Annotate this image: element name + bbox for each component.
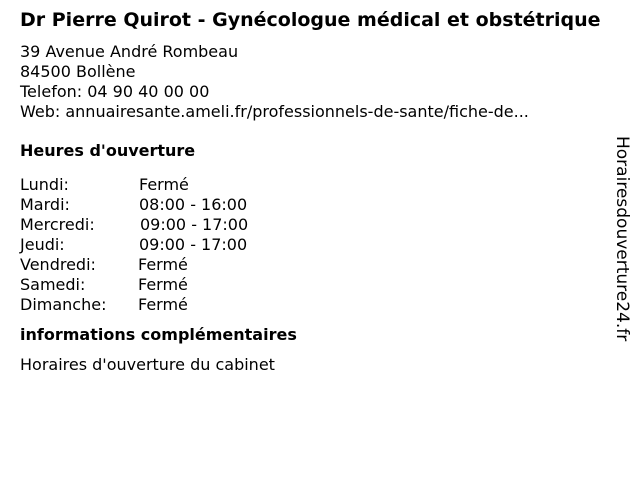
city-postcode: 84500 Bollène [20, 62, 136, 81]
opening-hours-table [20, 175, 625, 315]
hours-value: Fermé [138, 295, 188, 314]
day-label: Lundi: [20, 175, 69, 194]
hours-value: Fermé [138, 255, 188, 274]
day-label: Mercredi: [20, 215, 95, 234]
hours-value: 09:00 - 17:00 [140, 215, 249, 234]
listing-card [20, 9, 625, 375]
hours-row-lundi [20, 175, 625, 195]
page-title: Dr Pierre Quirot - Gynécologue médical et obstétrique [20, 9, 601, 31]
hours-row-samedi [20, 275, 625, 295]
hours-value: Fermé [139, 175, 189, 194]
hours-row-jeudi [20, 235, 625, 255]
contact-block [20, 42, 625, 122]
hours-heading: Heures d'ouverture [20, 141, 196, 160]
hours-row-mardi [20, 195, 625, 215]
hours-row-vendredi [20, 255, 625, 275]
day-label: Vendredi: [20, 255, 96, 274]
phone-number[interactable]: Telefon: 04 90 40 00 00 [20, 82, 210, 101]
day-label: Mardi: [20, 195, 70, 214]
website-link[interactable]: Web: annuairesante.ameli.fr/professionnels-de-sante/fiche-de... [20, 102, 529, 121]
hours-row-dimanche [20, 295, 625, 315]
extra-info-text: Horaires d'ouverture du cabinet [20, 355, 275, 374]
day-label: Samedi: [20, 275, 86, 294]
day-label: Jeudi: [20, 235, 65, 254]
street-address: 39 Avenue André Rombeau [20, 42, 239, 61]
hours-value: Fermé [138, 275, 188, 294]
hours-value: 08:00 - 16:00 [139, 195, 248, 214]
hours-row-mercredi [20, 215, 625, 235]
hours-value: 09:00 - 17:00 [139, 235, 248, 254]
extra-info-heading: informations complémentaires [20, 325, 297, 344]
site-watermark: Horairesdouverture24.fr [612, 136, 632, 342]
day-label: Dimanche: [20, 295, 107, 314]
